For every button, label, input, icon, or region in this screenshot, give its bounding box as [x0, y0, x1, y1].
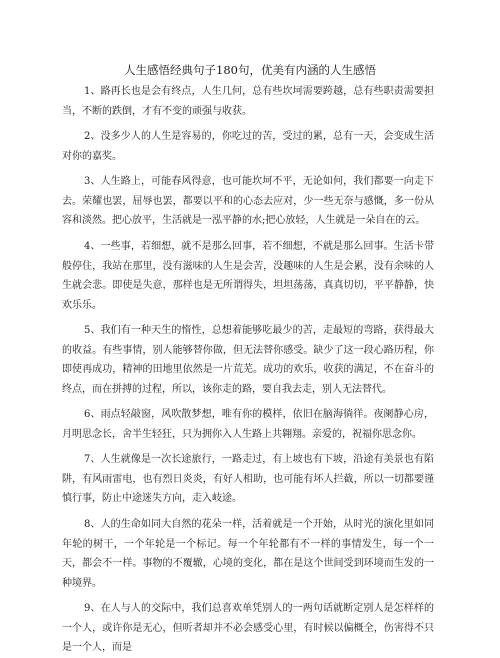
- paragraph-7-text: 7、人生就像是一次长途旅行，一路走过，有上坡也有下坡，沿途有美景也有陷阱，有风雨雷电，也有烈日炎炎，有好人相助，也可能有坏人拦截，所以一切都要谨慎行事，防止中途迷失方向，走入岐途。: [62, 454, 434, 505]
- paragraph-6: [62, 405, 434, 444]
- paragraph-8-text: 8、人的生命如同大自然的花朵一样，活着就是一个开始，从时光的演化里如同年轮的树干，一个年轮是一个标记。每一个年轮都有不一样的事情发生，每一个一天，都会不一样。事物的不覆辙，心境的变化，都在是这个世间受到环境而生发的一种境界。: [62, 519, 434, 589]
- paragraph-3-text: 3、人生路上，可能春风得意，也可能坎坷不平，无论如何，我们都要一向走下去。荣耀也罢，屈辱也罢，都要以平和的心态去应对，少一些无奈与感慨，多一份从容和淡然。把心放平，生活就是一泓平静的水;把心放轻，人生就是一朵自在的云。: [62, 176, 434, 227]
- paragraph-2: [62, 127, 434, 166]
- paragraph-4-text: 4、一些事，若细想，就不是那么回事，若不细想，不就是那么回事。生活卡带般停住，我站在那里，没有滋味的人生是会苦，没趣味的人生是会累，没有余味的人生就会悲。即使是失意，那样也是无所谓得失，坦坦荡荡，真真切切，平平静静，快欢乐乐。: [62, 241, 434, 311]
- paragraph-9: [62, 599, 434, 658]
- paragraph-2-text: 2、没多少人的人生是容易的，你吃过的苦，受过的累，总有一天，会变成生活对你的嘉奖。: [62, 131, 434, 162]
- document-title: 人生感悟经典句子180句，优美有内涵的人生感悟: [124, 63, 376, 77]
- paragraph-8: [62, 515, 434, 593]
- paragraph-5-text: 5、我们有一种天生的惰性，总想着能够吃最少的苦，走最短的弯路，获得最大的收益。有些事情，别人能够替你做，但无法替你感受。缺少了这一段心路历程，你即使再成功，精神的田地里依然是一片荒芜。成功的欢乐，收获的满足，不在奋斗的终点，而在拼搏的过程，所以，该你走的路，要自我去走，别人无法替代。: [62, 325, 434, 395]
- paragraph-7: [62, 450, 434, 509]
- paragraph-5: [62, 321, 434, 399]
- paragraph-1: [62, 82, 434, 121]
- paragraph-6-text: 6、雨点轻敲窗，风吹散梦想，唯有你的模样，依旧在脑海徜徉。夜阑静心房，月明思念长，舍半生轻狂，只为拥你入人生路上共翱翔。亲爱的，祝福你思念你。: [62, 409, 434, 440]
- paragraph-4: [62, 237, 434, 315]
- paragraph-1-text: 1、路再长也是会有终点，人生几何，总有些坎坷需要跨越，总有些职责需要担当，不断的跌倒，才有不变的顽强与收获。: [62, 86, 434, 117]
- paragraph-3: [62, 172, 434, 231]
- paragraph-9-text: 9、在人与人的交际中，我们总喜欢单凭别人的一两句话就断定别人是怎样样的一个人，或许你是无心，但听者却并不必会感受心里，有时候以偏概全，伤害得不只是一个人，而是: [62, 603, 434, 654]
